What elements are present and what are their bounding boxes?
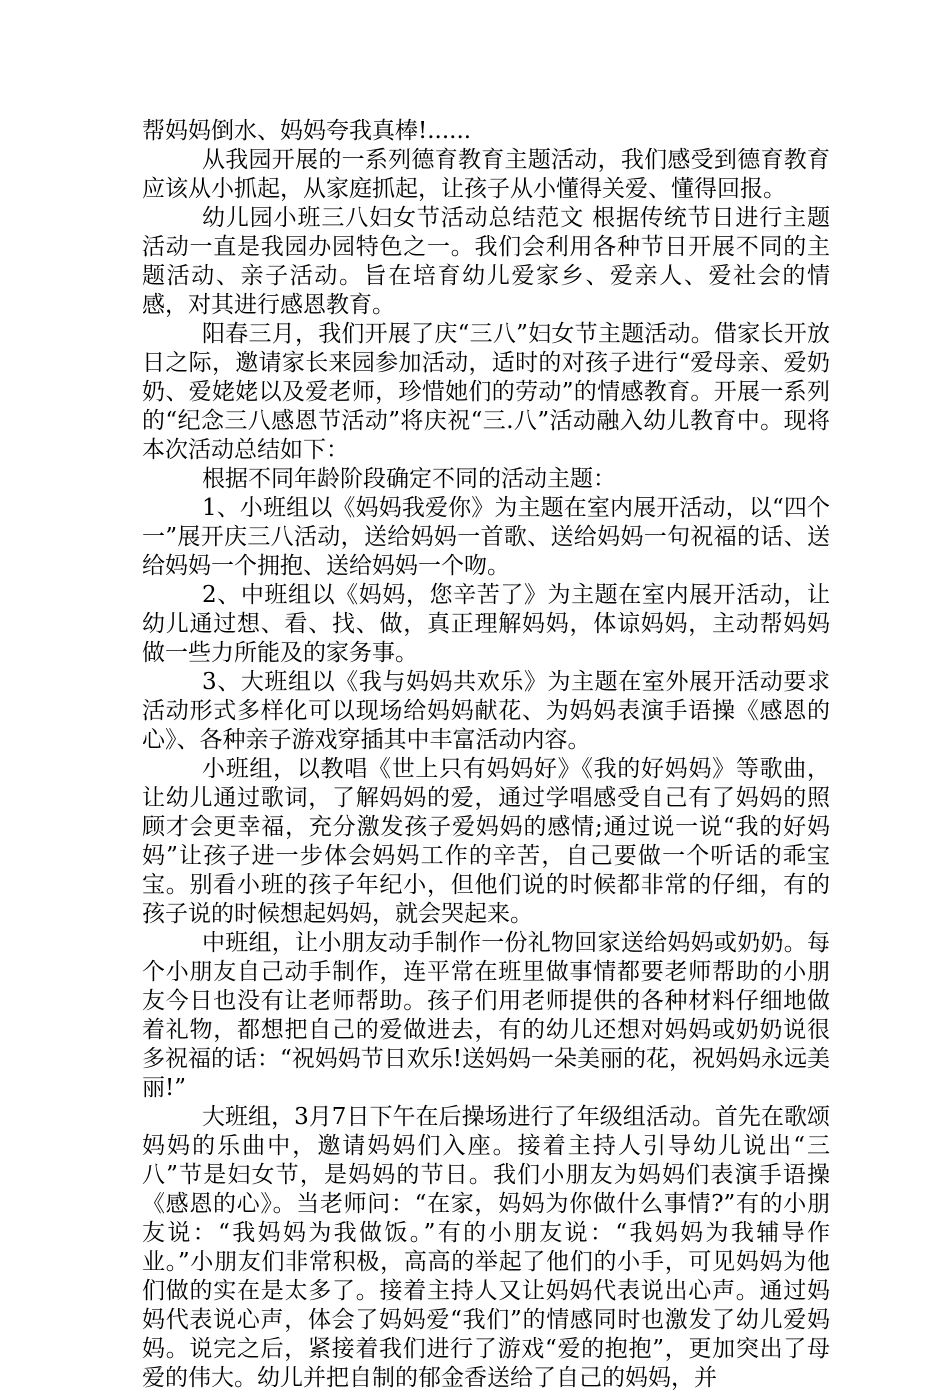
paragraph-5: 根据不同年龄阶段确定不同的活动主题： xyxy=(202,466,616,492)
paragraph-3: 幼儿园小班三八妇女节活动总结范文 根据传统节日进行主题活动一直是我园办园特色之一。我们会利用各种节日开展不同的主题活动、亲子活动。旨在培育幼儿爱家乡、爱亲人、爱社会的情感，对其进行感恩教育。 xyxy=(142,205,830,318)
paragraph-2: 从我园开展的一系列德育教育主题活动，我们感受到德育教育应该从小抓起，从家庭抓起，让孩子从小懂得关爱、懂得回报。 xyxy=(142,147,830,202)
paragraph-9: 小班组，以教唱《世上只有妈妈好》《我的好妈妈》等歌曲，让幼儿通过歌词，了解妈妈的爱，通过学唱感受自己有了妈妈的照顾才会更幸福，充分激发孩子爱妈妈的感情;通过说一说“我的好妈妈”让孩子进一步体会妈妈工作的辛苦，自己要做一个听话的乖宝宝。别看小班的孩子年纪小，但他们说的时候都非常的仔细，有的孩子说的时候想起妈妈，就会哭起来。 xyxy=(142,756,830,927)
paragraph-10: 中班组，让小朋友动手制作一份礼物回家送给妈妈或奶奶。每个小朋友自己动手制作，连平常在班里做事情都要老师帮助的小朋友今日也没有让老师帮助。孩子们用老师提供的各种材料仔细地做着礼物，都想把自己的爱做进去，有的幼儿还想对妈妈或奶奶说很多祝福的话：“祝妈妈节日欢乐!送妈妈一朵美丽的花，祝妈妈永远美丽!” xyxy=(142,930,831,1101)
paragraph-6: 1、小班组以《妈妈我爱你》为主题在室内展开活动，以“四个一”展开庆三八活动，送给妈妈一首歌、送给妈妈一句祝福的话、送给妈妈一个拥抱、送给妈妈一个吻。 xyxy=(142,495,830,579)
paragraph-1: 帮妈妈倒水、妈妈夸我真棒!...... xyxy=(142,118,472,144)
paragraph-7: 2、中班组以《妈妈，您辛苦了》为主题在室内展开活动，让幼儿通过想、看、找、做，真正理解妈妈，体谅妈妈，主动帮妈妈做一些力所能及的家务事。 xyxy=(142,582,830,666)
paragraph-8: 3、大班组以《我与妈妈共欢乐》为主题在室外展开活动要求活动形式多样化可以现场给妈妈献花、为妈妈表演手语操《感恩的心》、各种亲子游戏穿插其中丰富活动内容。 xyxy=(142,669,830,753)
paragraph-11: 大班组，3月7日下午在后操场进行了年级组活动。首先在歌颂妈妈的乐曲中，邀请妈妈们入座。接着主持人引导幼儿说出“三八”节是妇女节，是妈妈的节日。我们小朋友为妈妈们表演手语操《感恩的心》。当老师问：“在家，妈妈为你做什么事情?”有的小朋友说：“我妈妈为我做饭。”有的小朋友说：“我妈妈为我辅导作业。”小朋友们非常积极，高高的举起了他们的小手，可见妈妈为他们做的实在是太多了。接着主持人又让妈妈代表说出心声。通过妈妈代表说心声，体会了妈妈爱“我们”的情感同时也激发了幼儿爱妈妈。说完之后，紧接着我们进行了游戏“爱的抱抱”，更加突出了母爱的伟大。幼儿并把自制的郁金香送给了自己的妈妈，并 xyxy=(142,1104,830,1391)
paragraph-4: 阳春三月，我们开展了庆“三八”妇女节主题活动。借家长开放日之际，邀请家长来园参加活动，适时的对孩子进行“爱母亲、爱奶奶、爱姥姥以及爱老师，珍惜她们的劳动”的情感教育。开展一系列的“纪念三八感恩节活动”将庆祝“三.八”活动融入幼儿教育中。现将本次活动总结如下： xyxy=(142,321,830,463)
document-body xyxy=(142,117,830,1393)
